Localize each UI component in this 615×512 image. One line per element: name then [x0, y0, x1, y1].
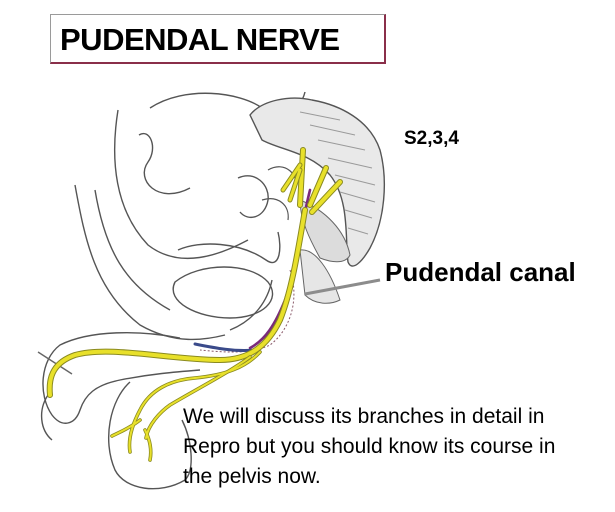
penis-outline: [43, 333, 200, 424]
lower-bone-edge: [230, 280, 272, 330]
note-line: Repro but you should know its course in: [183, 435, 556, 458]
nerve-trunk: [50, 210, 305, 395]
note-line: the pelvis now.: [183, 465, 321, 488]
pubis-outline: [75, 185, 225, 339]
acetabulum-rim: [238, 176, 268, 218]
pudendal-canal-label: Pudendal canal: [385, 257, 576, 287]
internal-pudendal-vein: [195, 344, 255, 351]
iliac-crest: [115, 110, 248, 258]
note-line: We will discuss its branches in detail in: [183, 405, 545, 428]
page-title: PUDENDAL NERVE: [60, 22, 340, 57]
scrotal-twig-1: [112, 420, 140, 436]
course-note: [183, 402, 613, 492]
glans-line: [42, 395, 52, 440]
ilium-inner-line: [139, 134, 190, 194]
pubic-ramus: [95, 190, 170, 310]
spinal-roots-label: S2,3,4: [404, 128, 459, 149]
